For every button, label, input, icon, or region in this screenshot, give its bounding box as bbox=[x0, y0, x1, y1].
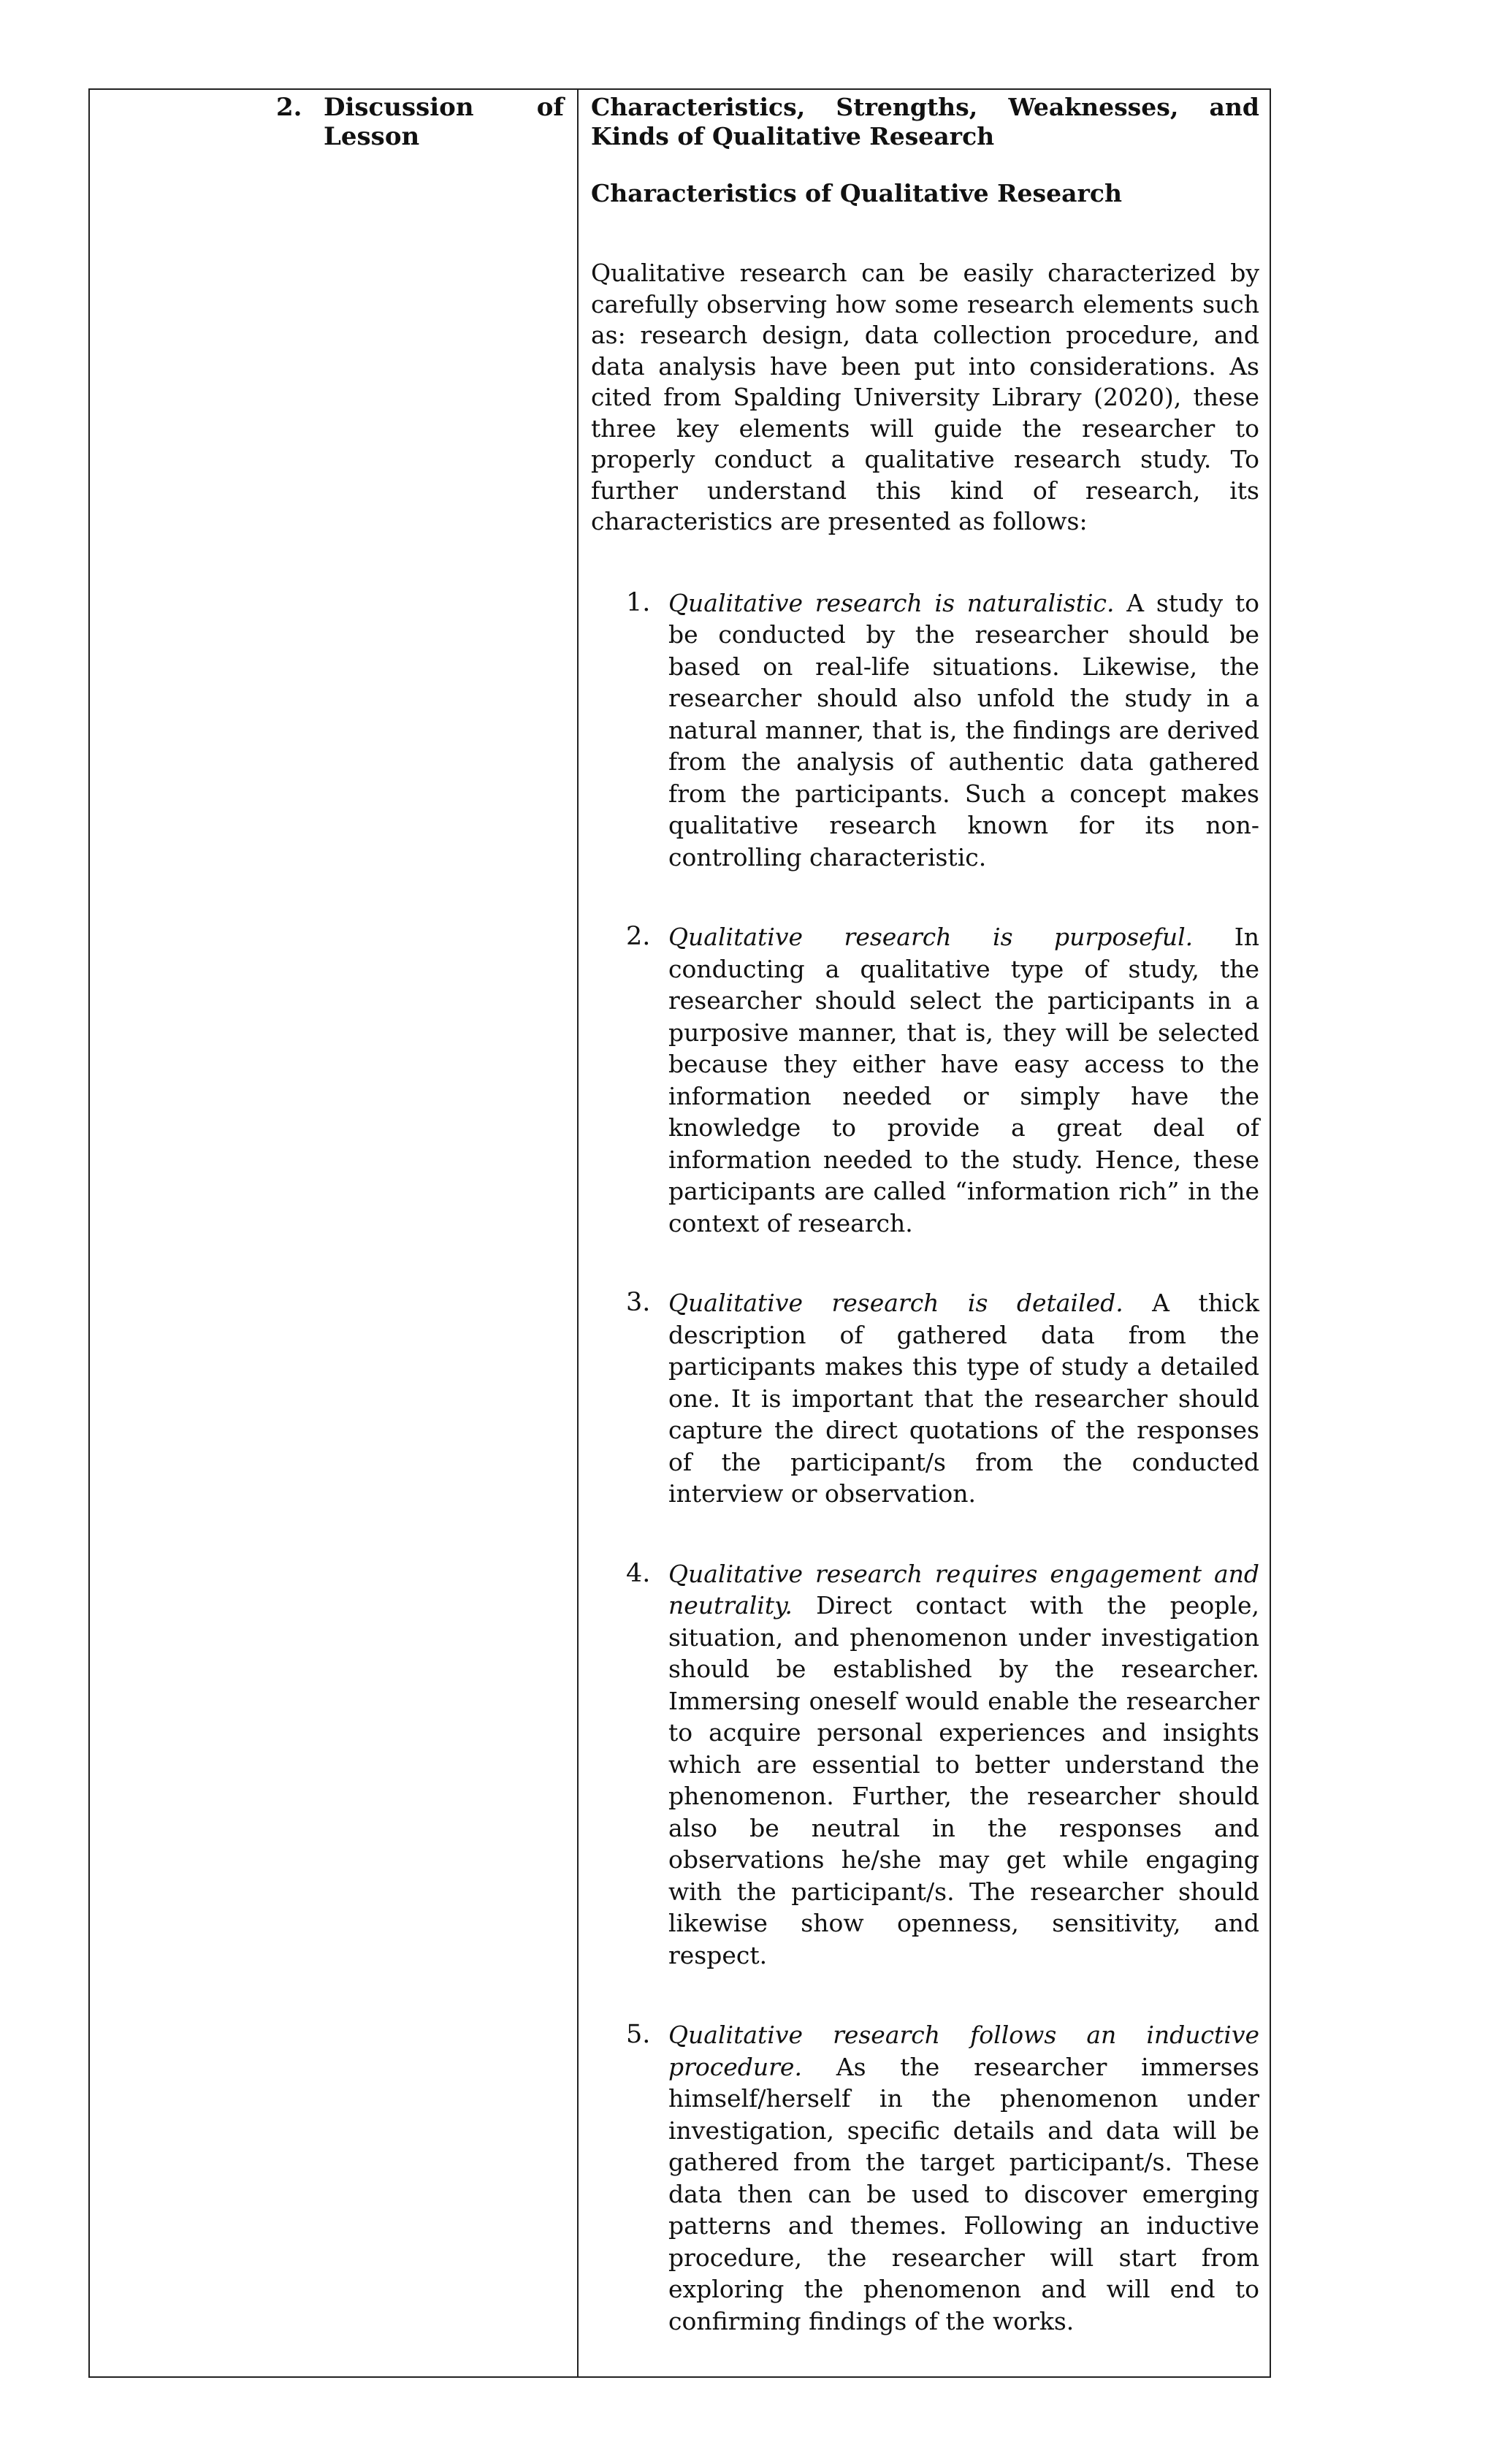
list-item-text: A thick description of gathered data from the participants makes this type of study a detailed one. It is important that the researcher should capture the direct quotations of the responses of the participant/s from the conducted interview or observation. bbox=[668, 1289, 1259, 1508]
characteristics-list bbox=[591, 587, 1259, 2338]
list-item-title: Qualitative research follows an inductive procedure. bbox=[668, 2021, 1259, 2081]
lesson-step-cell bbox=[90, 90, 577, 2376]
step-number: 2. bbox=[276, 93, 302, 122]
step-title-line2: Lesson bbox=[324, 122, 420, 151]
list-item bbox=[591, 2019, 1259, 2337]
content-heading: Characteristics, Strengths, Weaknesses, and Kinds of Qualitative Research bbox=[591, 93, 1259, 150]
list-item-title: Qualitative research is purposeful. bbox=[668, 923, 1234, 951]
list-item-text: Direct contact with the people, situation, and phenomenon under investigation should be established by the researcher. Immersing oneself would enable the researcher to acquire personal experiences and insights which are essential to better understand the phenomenon. Further, the researcher should also be neutral in the responses and observations he/she may get while engaging with the participant/s. The researcher should likewise show openness, sensitivity, and respect. bbox=[668, 1591, 1259, 1969]
column-divider bbox=[577, 90, 579, 2376]
intro-paragraph: Qualitative research can be easily characterized by carefully observing how some research elements such as: research design, data collection procedure, and data analysis have been put into considerations. As cited from Spalding University Library (2020), these three key elements will guide the researcher to properly conduct a qualitative research study. To further understand this kind of research, its characteristics are presented as follows: bbox=[591, 259, 1259, 535]
list-item-title: Qualitative research is detailed. bbox=[668, 1289, 1153, 1317]
list-item bbox=[591, 1287, 1259, 1510]
step-title-line1: Discussion of bbox=[324, 93, 564, 122]
list-item-title: Qualitative research is naturalistic. bbox=[668, 588, 1127, 617]
list-item-text: A study to be conducted by the researcher should be based on real-life situations. Likewise, the researcher should also unfold the study in a natural manner, that is, the findings are derived from the analysis of authentic data gathered from the participants. Such a concept makes qualitative research known for its non-controlling characteristic. bbox=[668, 588, 1259, 871]
list-item bbox=[591, 921, 1259, 1239]
content-subheading: Characteristics of Qualitative Research bbox=[591, 179, 1122, 207]
lesson-content-cell bbox=[591, 93, 1259, 2385]
list-item-title: Qualitative research requires engagement and neutrality. bbox=[668, 1559, 1259, 1620]
list-item-number: 1. bbox=[626, 587, 651, 617]
list-item-number: 5. bbox=[626, 2020, 651, 2049]
list-item-text: In conducting a qualitative type of study, the researcher should select the participants in a purposive manner, that is, they will be selected because they either have easy access to the information needed or simply have the knowledge to provide a great deal of information needed to the study. Hence, these participants are called “information rich” in the context of research. bbox=[668, 923, 1259, 1237]
list-item-text: As the researcher immerses himself/herself in the phenomenon under investigation, specific details and data will be gathered from the target participant/s. These data then can be used to discover emerging patterns and themes. Following an inductive procedure, the researcher will start from exploring the phenomenon and will end to confirming findings of the works. bbox=[668, 2052, 1259, 2335]
list-item bbox=[591, 587, 1259, 874]
lesson-table bbox=[88, 88, 1271, 2378]
list-item bbox=[591, 1558, 1259, 1972]
list-item-number: 3. bbox=[626, 1288, 651, 1317]
list-item-number: 4. bbox=[626, 1558, 651, 1588]
list-item-number: 2. bbox=[626, 922, 651, 951]
